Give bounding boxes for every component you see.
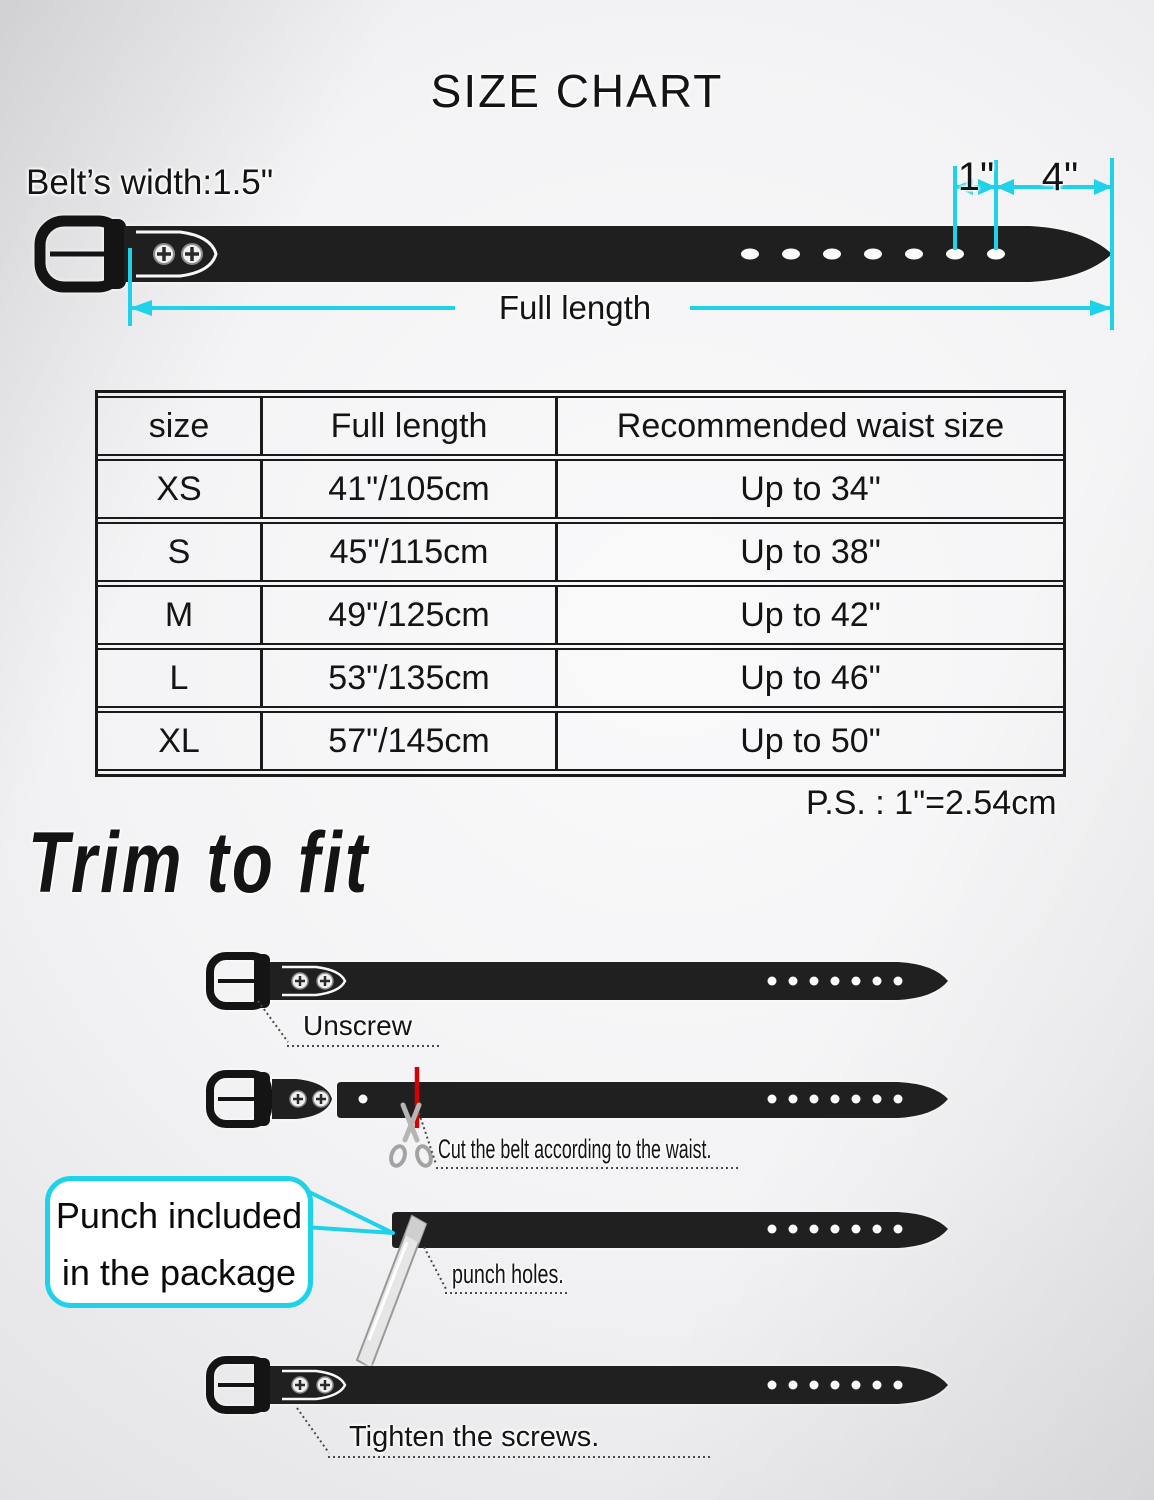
cell-size: XS — [98, 459, 263, 519]
cell-waist: Up to 38" — [558, 522, 1063, 582]
cell-waist: Up to 34" — [558, 459, 1063, 519]
dimension-label-4in: 4" — [1041, 155, 1079, 199]
bubble-tail — [305, 1190, 393, 1233]
punch-tool-icon — [357, 1216, 426, 1368]
screw-icon — [292, 1377, 308, 1393]
belt-strap — [392, 1212, 948, 1248]
belt-strap — [270, 1366, 948, 1404]
cell-size: M — [98, 585, 263, 645]
table-row — [98, 711, 1063, 771]
cell-length: 49"/125cm — [263, 585, 558, 645]
caption-tighten-screws: Tighten the screws. — [349, 1421, 600, 1453]
screw-icon — [182, 244, 202, 264]
screw-icon — [290, 1091, 306, 1107]
callout-line-1: Punch included — [55, 1195, 303, 1236]
step1-belt-illustration — [210, 954, 948, 1008]
page-title: SIZE CHART — [430, 65, 724, 117]
cell-waist: Up to 42" — [558, 585, 1063, 645]
screw-icon — [154, 244, 174, 264]
dimension-label-1in: 1" — [957, 155, 995, 199]
cell-length: 41"/105cm — [263, 459, 558, 519]
size-table — [95, 390, 1066, 777]
cell-size: XL — [98, 711, 263, 771]
cell-size: S — [98, 522, 263, 582]
belt-hole — [359, 1095, 368, 1104]
step2-belt-illustration — [210, 1072, 948, 1126]
section-heading: Trim to fit — [28, 815, 371, 911]
cell-waist: Up to 50" — [558, 711, 1063, 771]
ps-note: P.S. : 1"=2.54cm — [806, 784, 1057, 822]
screw-icon — [313, 1091, 329, 1107]
table-header-row — [98, 396, 1063, 456]
table-row — [98, 522, 1063, 582]
column-header-size: size — [98, 396, 263, 456]
table-row — [98, 459, 1063, 519]
step4-belt-illustration — [210, 1358, 948, 1412]
full-length-label: Full length — [498, 289, 652, 326]
punch-included-callout — [45, 1176, 313, 1308]
table-row — [98, 585, 1063, 645]
caption-punch-holes: punch holes. — [452, 1259, 564, 1289]
cell-size: L — [98, 648, 263, 708]
column-header-waist: Recommended waist size — [558, 396, 1063, 456]
caption-cut: Cut the belt according to the waist. — [438, 1134, 712, 1164]
buckle-bar — [104, 219, 126, 289]
caption-unscrew: Unscrew — [303, 1010, 412, 1041]
callout-line-2: in the package — [61, 1252, 297, 1293]
cell-waist: Up to 46" — [558, 648, 1063, 708]
cell-length: 57"/145cm — [263, 711, 558, 771]
cell-length: 53"/135cm — [263, 648, 558, 708]
step3-belt-illustration — [392, 1212, 948, 1248]
screw-icon — [292, 973, 308, 989]
table-row — [98, 648, 1063, 708]
screw-icon — [317, 973, 333, 989]
hero-belt-illustration — [40, 219, 1112, 289]
column-header-full-length: Full length — [263, 396, 558, 456]
screw-icon — [317, 1377, 333, 1393]
cell-length: 45"/115cm — [263, 522, 558, 582]
belt-strap — [270, 962, 948, 1000]
belt-width-label: Belt’s width:1.5" — [26, 163, 274, 202]
